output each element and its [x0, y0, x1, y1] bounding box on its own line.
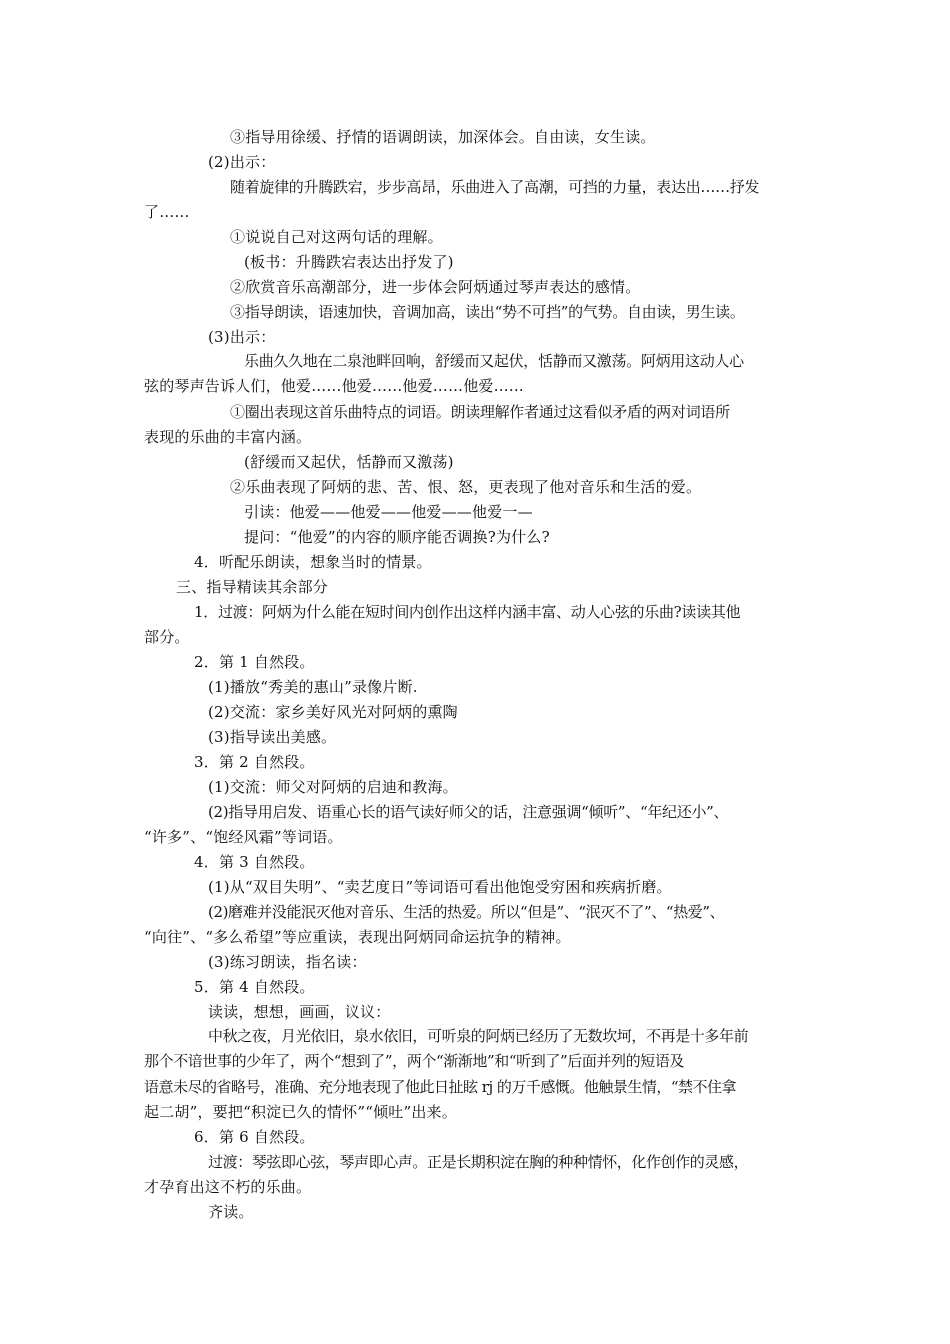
text-line: (板书：升腾跌宕表达出抒发了) — [244, 253, 454, 271]
text-line: (2)出示： — [208, 153, 276, 171]
text-line: (2)指导用启发、语重心长的语气读好师父的话，注意强调“倾听”、“年纪还小”、 — [208, 803, 729, 821]
text-line: 语意未尽的省略号，准确、充分地表现了他此日扯眩 rj 的万千感慨。他触景生情，“禁不住拿 — [144, 1078, 737, 1096]
text-line: 6．第 6 自然段。 — [194, 1128, 315, 1146]
text-line: ②乐曲表现了阿炳的悲、苦、恨、怒，更表现了他对音乐和生活的爱。 — [230, 478, 702, 496]
text-line: ②欣赏音乐高潮部分，进一步体会阿炳通过琴声表达的感情。 — [230, 278, 641, 296]
text-line: (1)从“双目失明”、“卖艺度日”等词语可看出他饱受穷困和疾病折磨。 — [208, 878, 672, 896]
text-line: 1．过渡：阿炳为什么能在短时间内创作出这样内涵丰富、动人心弦的乐曲?读读其他 — [194, 603, 741, 621]
text-line: 了…… — [144, 203, 190, 221]
text-line: 引读：他爱——他爱——他爱——他爱一— — [244, 503, 533, 521]
text-line: 4．第 3 自然段。 — [194, 853, 315, 871]
text-line: ①圈出表现这首乐曲特点的词语。朗读理解作者通过这看似矛盾的两对词语所 — [230, 403, 730, 421]
text-line: ③指导朗读，语速加快，音调加高，读出“势不可挡”的气势。自由读，男生读。 — [230, 303, 745, 321]
text-line: 随着旋律的升腾跌宕，步步高昂，乐曲进入了高潮，可挡的力量，表达出……抒发 — [230, 178, 760, 196]
text-line: 2．第 1 自然段。 — [194, 653, 315, 671]
text-line: 起二胡”，要把“积淀已久的情怀”“倾吐”出来。 — [144, 1103, 457, 1121]
text-line: 提问：“他爱”的内容的顺序能否调换?为什么? — [244, 528, 550, 546]
text-line: 过渡：琴弦即心弦，琴声即心声。正是长期积淀在胸的种种情怀，化作创作的灵感， — [208, 1153, 749, 1171]
text-line: 5．第 4 自然段。 — [194, 978, 315, 996]
section-heading: 三、指导精读其余部分 — [176, 578, 329, 596]
text-line: 那个不谙世事的少年了，两个“想到了”，两个“渐渐地”和“听到了”后面并列的短语及 — [144, 1052, 685, 1070]
text-line: 部分。 — [144, 628, 190, 646]
text-line: (1)交流：师父对阿炳的启迪和教海。 — [208, 778, 458, 796]
text-line: 才孕育出这不朽的乐曲。 — [144, 1178, 312, 1196]
text-line: “向往”、“多么希望”等应重读，表现出阿炳同命运抗争的精神。 — [144, 928, 571, 946]
text-line: 弦的琴声告诉人们，他爱……他爱……他爱……他爱…… — [144, 377, 525, 395]
text-line: (舒缓而又起伏，恬静而又激荡) — [244, 453, 454, 471]
text-line: 齐读。 — [208, 1203, 254, 1221]
text-line: (3)出示： — [208, 328, 276, 346]
text-line: 读读，想想，画画，议议： — [208, 1003, 391, 1021]
text-line: ①说说自己对这两句话的理解。 — [230, 228, 443, 246]
text-line: ③指导用徐缓、抒情的语调朗读，加深体会。自由读，女生读。 — [230, 128, 656, 146]
text-line: (1)播放“秀美的惠山”录像片断. — [208, 678, 418, 696]
text-line: (3)指导读出美感。 — [208, 728, 337, 746]
text-line: 4．听配乐朗读，想象当时的情景。 — [194, 553, 432, 571]
text-line: 中秋之夜，月光依旧，泉水依旧，可听泉的阿炳已经历了无数坎坷，不再是十多年前 — [208, 1027, 749, 1045]
text-line: (2)交流：家乡美好风光对阿炳的熏陶 — [208, 703, 458, 721]
text-line: 3．第 2 自然段。 — [194, 753, 315, 771]
text-line: 乐曲久久地在二泉池畔回响，舒缓而又起伏，恬静而又激荡。阿炳用这动人心 — [244, 352, 744, 370]
text-line: (3)练习朗读，指名读： — [208, 953, 367, 971]
text-line: (2)磨难并没能泯灭他对音乐、生活的热爱。所以“但是”、“泯灭不了”、“热爱”、 — [208, 903, 725, 921]
text-line: “许多”、“饱经风霜”等词语。 — [144, 828, 343, 846]
text-line: 表现的乐曲的丰富内涵。 — [144, 428, 312, 446]
